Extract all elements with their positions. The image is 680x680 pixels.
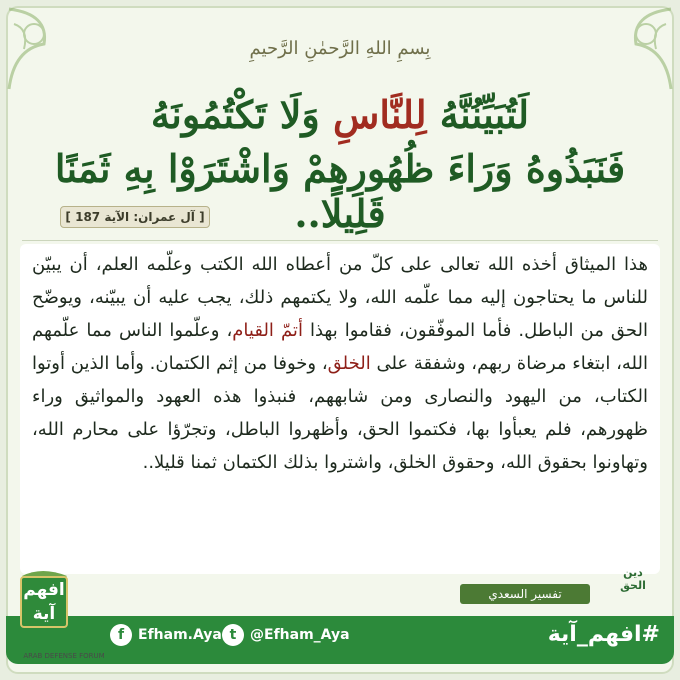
facebook-icon: f	[110, 624, 132, 646]
tafsir-highlight: الخلق	[327, 353, 371, 374]
facebook-handle: Efham.Aya	[138, 627, 222, 643]
deen-alhaq-logo: دين الحق	[620, 566, 646, 592]
efham-logo: افهم آية	[20, 576, 68, 628]
verse-line-1-part2: وَلَا تَكْتُمُونَهُ	[150, 92, 320, 137]
tafsir-segment: ، وعلّموا الناس مما علّمهم الله، ابتغاء مرضاة ربهم، وشفقة على	[32, 320, 648, 374]
source-badge: تفسير السعدي	[460, 584, 590, 604]
basmala: بِسمِ اللهِ الرَّحمٰنِ الرَّحيمِ	[249, 38, 431, 59]
facebook-link[interactable]	[110, 622, 222, 648]
verse-line-1	[20, 92, 660, 137]
verse-line-1-part1: لَتُبَيِّنُنَّهُ	[439, 92, 530, 137]
twitter-handle: @Efham_Aya	[250, 627, 350, 643]
hashtag[interactable]: #افهم_آية	[547, 622, 660, 647]
forum-caption: ARAB DEFENSE FORUM	[23, 652, 105, 660]
tafsir-segment: هذا الميثاق أخذه الله تعالى على كلّ من أعطاه الله الكتب وعلّمه العلم، أن يبيّن للناس ما يحتاجون إليه مما علّمه الله، ولا يكتمهم ذلك، يجب عليه أن يبيّنه، ويوضّح الحق من الباطل. فأما الموفّقون، فقاموا بهذا	[32, 254, 648, 341]
twitter-link[interactable]	[222, 622, 350, 648]
tafsir-highlight: أتمّ القيام	[232, 320, 303, 341]
verse-line-1-highlight: لِلنَّاسِ	[319, 92, 440, 137]
verse-line-2: فَنَبَذُوهُ وَرَاءَ ظُهُورِهِمْ وَاشْتَرَوْا بِهِ ثَمَنًا قَلِيلًا..	[54, 146, 626, 236]
twitter-icon: t	[222, 624, 244, 646]
tafsir-text	[32, 248, 648, 479]
verse-reference-badge: [ آل عمران: الآية 187 ]	[60, 206, 210, 228]
tafsir-segment: ، وخوفا من إثم الكتمان. وأما الذين أوتوا الكتاب، من اليهود والنصارى ومن شابههم، فنبذوا هذه العهود والمواثيق وراء ظهورهم، فلم يعبأوا بها، فكتموا الحق، وأظهروا الباطل، وتجرّؤا على محارم الله، وتهاونوا بحقوق الله، وحقوق الخلق، واشتروا بذلك الكتمان ثمنا قليلا..	[32, 353, 648, 473]
